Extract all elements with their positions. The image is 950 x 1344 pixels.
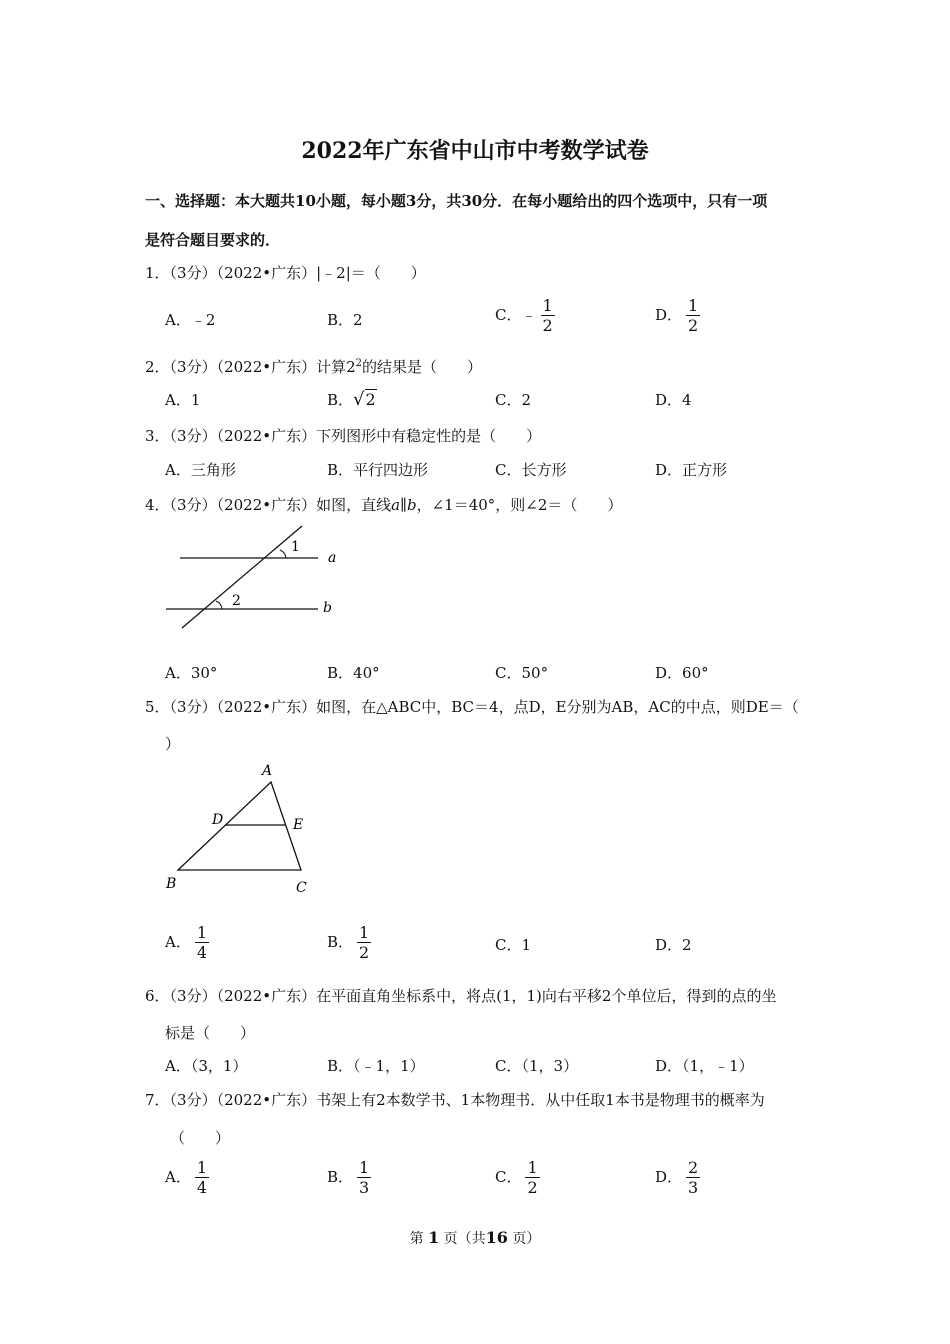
transversal [182, 526, 302, 628]
angle-1-label: 1 [291, 539, 300, 555]
q6-option-c: C．（1，3） [495, 1057, 579, 1075]
vertex-b-label: B [166, 876, 177, 892]
question-6-stem-line2: 标是（ ） [165, 1024, 256, 1042]
q7-option-d: D． $\frac{2}{3}$ [655, 1158, 699, 1197]
question-2-stem: 2．（3分）（2022•广东）计算$2^2$的结果是（ ） [145, 358, 483, 376]
question-5-stem-line2: ） [165, 735, 181, 753]
angle-2-arc [216, 601, 222, 609]
question-4-stem: 4．（3分）（2022•广东）如图，直线a∥b，∠1＝40°，则∠2＝（ ） [145, 496, 623, 514]
q5-option-c: C．1 [495, 936, 532, 954]
fraction: $\frac{2}{3}$ [688, 1158, 699, 1197]
q3-option-d: D．正方形 [655, 461, 728, 479]
q5-option-d: D．2 [655, 936, 692, 954]
q7-option-b: B． $\frac{1}{3}$ [327, 1158, 370, 1197]
fraction: $\frac{1}{2}$ [542, 296, 553, 335]
point-d-label: D [212, 812, 224, 828]
question-3-stem: 3．（3分）（2022•广东）下列图形中有稳定性的是（ ） [145, 427, 542, 445]
q1-option-c: C．﹣ $\frac{1}{2}$ [495, 296, 553, 335]
question-5-stem-line1: 5．（3分）（2022•广东）如图，在△ABC中，BC＝4，点D，E分别为AB，AC的中点，则DE＝（ [145, 698, 799, 716]
question-7-stem-line2: （ ） [170, 1129, 231, 1147]
fraction: $\frac{1}{2}$ [688, 296, 699, 335]
vertex-c-label: C [296, 880, 307, 896]
q2-option-c: C．2 [495, 391, 532, 409]
parallel-lines-figure [160, 520, 360, 635]
question-1-stem: 1．（3分）（2022•广东）|﹣2|＝（ ） [145, 264, 426, 282]
q5-option-a: A． $\frac{1}{4}$ [165, 923, 208, 962]
q6-option-a: A．（3，1） [165, 1057, 248, 1075]
angle-1-arc [280, 550, 286, 558]
fraction: $\frac{1}{2}$ [359, 923, 370, 962]
page-number: 1 [428, 1228, 440, 1247]
triangle-abc [178, 782, 304, 870]
q1-option-a: A．﹣2 [165, 311, 216, 329]
q2-option-d: D．4 [655, 391, 692, 409]
angle-2-label: 2 [232, 593, 241, 609]
line-b-label: b [323, 600, 332, 616]
q7-option-c: C． $\frac{1}{2}$ [495, 1158, 538, 1197]
triangle-figure [160, 758, 320, 898]
fraction: $\frac{1}{4}$ [196, 1158, 208, 1197]
line-a-label: a [328, 550, 337, 566]
q4-option-d: D．60° [655, 664, 709, 682]
q2-option-a: A．1 [165, 391, 201, 409]
fraction: $\frac{1}{2}$ [527, 1158, 538, 1197]
q5-option-b: B． $\frac{1}{2}$ [327, 923, 370, 962]
q6-option-d: D．（1，﹣1） [655, 1057, 754, 1075]
q7-option-a: A． $\frac{1}{4}$ [165, 1158, 208, 1197]
q2-option-b: B．√2 [327, 389, 376, 410]
page-footer: 第 1 页（共16 页） [409, 1228, 541, 1247]
q4-option-a: A．30° [165, 664, 218, 682]
question-7-stem-line1: 7．（3分）（2022•广东）书架上有2本数学书、1本物理书．从中任取1本书是物理书的概率为 [145, 1091, 765, 1109]
question-6-stem-line1: 6．（3分）（2022•广东）在平面直角坐标系中，将点(1，1)向右平移2个单位后，得到的点的坐 [145, 987, 777, 1005]
page-total: 16 [485, 1228, 508, 1247]
q4-option-c: C．50° [495, 664, 549, 682]
q3-option-a: A．三角形 [165, 461, 236, 479]
section-heading-line1: 一、选择题：本大题共10小题，每小题3分，共30分．在每小题给出的四个选项中，只有一项 [145, 192, 768, 210]
q1-option-b: B．2 [327, 311, 363, 329]
q1-option-d: D． $\frac{1}{2}$ [655, 296, 699, 335]
q3-option-b: B．平行四边形 [327, 461, 429, 479]
vertex-a-label: A [262, 763, 273, 779]
point-e-label: E [293, 817, 304, 833]
sqrt-symbol: √ [353, 389, 365, 410]
fraction: $\frac{1}{3}$ [359, 1158, 370, 1197]
q3-option-c: C．长方形 [495, 461, 567, 479]
fraction: $\frac{1}{4}$ [196, 923, 208, 962]
q4-option-b: B．40° [327, 664, 380, 682]
page-title: 2022年广东省中山市中考数学试卷 [301, 138, 649, 164]
q6-option-b: B．（﹣1，1） [327, 1057, 425, 1075]
section-heading-line2: 是符合题目要求的． [145, 231, 281, 249]
